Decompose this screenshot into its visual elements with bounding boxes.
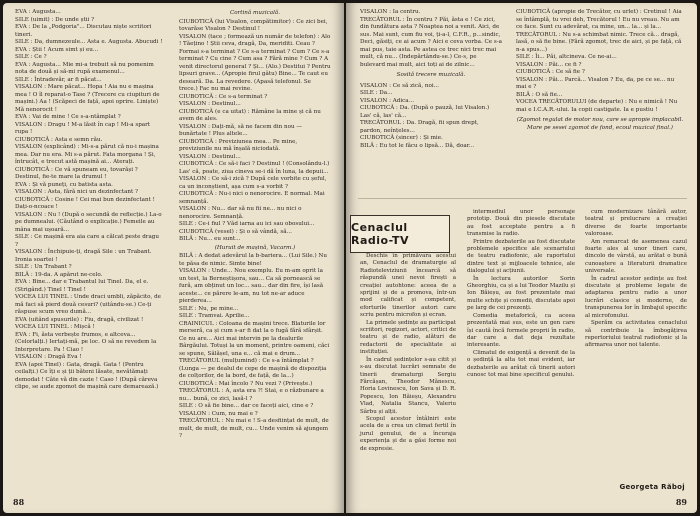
paragraph: La primele ședințe au participat scriitori, regizori, actori, critici de teatru și de radio, alături de redactorii de specialitate ai instituției. xyxy=(360,319,456,356)
paragraph: CIUBOTICĂ : Cosine ! Cei mai bun dezinfectant ! Dați-o-ncoace ! xyxy=(15,196,155,210)
paragraph: SILE : Ce-i fiul ? Văd iarna au ici sau obosului... xyxy=(179,221,315,227)
paragraph: intermediul unor personaje prototip. Două din piesele discutate au fost acceptate pentru a fi transmise la radio. xyxy=(467,209,575,238)
paragraph: TRECĂTORUL : Nu s-a schimbat nimic. Trece că... dragă, lasă, o să fie bine. (Fără zgomot, trec de aici, și pe față, că n-a spus...) xyxy=(516,31,682,53)
paragraph: EVA : Vai de mine ! Ce s-a-ntâmplat ? xyxy=(15,114,121,120)
paragraph: În cadrul ședințelor s-au citit și s-au discutat lucrări semnate de tinerii dramaturgi Sergiu Fărcășan, Theodor Mănescu, Horia Lovinescu, Ion Sava și D. R. Popescu, Ion Băieșu, Alexandru Vlad, Natalia Stancu, Valeriu Sârbu și alții. xyxy=(360,356,456,415)
paragraph: În cadrul acestor ședințe au fost discutate și probleme legate de adaptarea pentru radio a unor lucrări clasice și moderne, de transpunerea lor în limbajul specific al microfonului. xyxy=(585,275,687,319)
paragraph: VOCEA LUI TINEL : Unde draci umbli, zăpăcito, de mă faci să pierd două cesuri? (uitându-se.) Ce-ți răspuse scum vreo dumă... xyxy=(15,294,161,315)
paragraph: EVA : Știi ! Acum simt și eu... xyxy=(15,46,99,53)
page-number-right: 89 xyxy=(675,497,687,507)
paragraph: VISALON : Destinul... xyxy=(179,101,241,107)
paragraph: CRAINICUL : Coloana de mașini trece. Blaturile lor merseră, ca și cum s-ar fi dat la o fugă fără sfârșit. Ce nu are... Aici mai intervin pe la dealurile Bârgăului. Totuși la un moment, printre oameni, căci se spune, Sălășel, una e... că mai e drum... xyxy=(179,320,330,357)
paragraph: Comedia metaforică, ca aceea prezentată mai sus, este un gen care își caută încă formele proprii în radio, dar care a dat deja rezultate interesante. xyxy=(467,312,575,349)
paragraph: CIUBOTICĂ (sincer) : Și mie. xyxy=(360,135,443,141)
paragraph: CIUBOTICĂ : Da. (După o pauză, lui Visalon.) Las' că, las' că... xyxy=(360,105,490,119)
left-page-column-2 xyxy=(179,9,331,441)
paragraph: Climatul de exigență a devenit de la o ședință la alta tot mai evident, iar dezbaterile au arătat că tinerii autori cunosc tot mai bine specificul genului. xyxy=(467,349,575,378)
paragraph: VISALON : Păi... Parcă... Visalon ? Eu, da, pe ce se... nu mai e ? xyxy=(516,76,675,90)
paragraph: VISALON : Dați-mă, să ne facem din nou — bunărtate ! Plus altele... xyxy=(179,123,302,137)
paragraph: VISALON : Mare păcat... Hopa ! Aia nu e mașina mea ! O îl reparat-o Tase ? (Trecere cu ciupituri de mașini.) Aa ! (Scăpeci de față, apoi oprire. Liniște) Mă nenorocit ! xyxy=(15,84,160,113)
paragraph: CIUBOTICĂ (e ca uitat) : Rămâne la mine și că nu avem de ales. xyxy=(179,108,321,122)
paragraph: BILĂ : A dedat adevărul la b-bariera... (Lui Sile.) Nu te păsa de nimic. Simte bine! xyxy=(179,253,327,267)
paragraph: SILE : O să fie bine... dar ce faceți aici, cine e ? xyxy=(179,403,314,409)
paragraph: BILĂ : Nu... eu sunt... xyxy=(179,236,241,242)
paragraph: VISALON : Dragu ! M-a lăsit în cap ! Mi-a spart rupa ! xyxy=(15,121,151,135)
cenaclul-logo xyxy=(350,215,450,253)
paragraph: VOCEA LUI TINEL : Mișcă ! xyxy=(15,324,95,330)
paragraph: EVA : Bine... dar e Trabantul lui Tinel. Da, el e. (Strigând.) Tinel ! Tinel ! xyxy=(15,279,149,293)
paragraph: BILĂ : 19-da. A apărut ne-celo. xyxy=(15,271,103,278)
section-divider xyxy=(358,198,687,199)
paragraph: TRECĂTORUL : Nu mai e ! S-a desființat de mult, de mult, de mult, de mult, cu... Unde venim să ajungem ? xyxy=(179,418,329,439)
paragraph: SILE (uimit) : De unde știi ? xyxy=(15,16,95,23)
paragraph: CIUBOTICĂ : Ce să fie ? xyxy=(516,69,585,75)
paragraph: TRECĂTORUL : Da. Dragă, fii spun drept, pardon, neînțeles... xyxy=(360,120,479,134)
paragraph: SILE : Da... xyxy=(360,90,393,96)
paragraph: SILE : Întradevăr, ar fi păcat... xyxy=(15,76,102,83)
paragraph: SILE : Ce ? xyxy=(15,54,47,60)
right-page xyxy=(346,3,697,513)
right-page-column-2 xyxy=(516,9,684,194)
paragraph: Sperăm ca activitatea cenaclului să contribuie la îmbogățirea repertoriului teatral radiofonic și la afirmarea unor noi talente. xyxy=(585,320,687,349)
paragraph: VISALON : Cum, nu mai e ? xyxy=(179,410,258,417)
paragraph: EVA (uitând spusurile) : Fiu, dragă, civilizat ! xyxy=(15,316,144,323)
left-page xyxy=(3,3,344,513)
author-signature: Georgeta Răboj xyxy=(619,483,685,491)
article-column-2 xyxy=(467,209,575,379)
paragraph: Am remarcat de asemenea cazul foarte ales al unor tineri care, dincolo de vârstă, au arătat o bună cunoaștere a literaturii dramatice universale. xyxy=(585,238,687,275)
paragraph: VISALON : Ce să zică, noi... xyxy=(360,82,439,89)
paragraph: TRECĂTORUL : A, asta era ?! Stai, e o răzbunare a nu... bună, ce zici, lasă-l ? xyxy=(179,388,324,402)
paragraph: CIUBOTICĂ : Ce vă spuneam eu, tovarăși ? Destinul, fie-te mare la drumul ! xyxy=(15,166,138,180)
paragraph: CIUBOTICĂ : Ce să-i faci ? Destinul ! (Consolându-l.) Las' că, poate, ziua cineva se-i dă în luna, la depuii... xyxy=(179,161,330,175)
paragraph: VOCEA TRECĂTORULUI (de departe) : Nu e nimică ! Nu mai e I.C.A.R.-ului. Ia copii castigate. Ia e pustiu ! xyxy=(516,99,678,113)
paragraph: EVA : Și vă puneți, cu batista asta. xyxy=(15,181,113,188)
paragraph: VISALON : Ia centru. xyxy=(360,9,421,15)
paragraph: VISALON : Închipuie-ți, dragă Sile : un Trabant. Ironia soartei ! xyxy=(15,249,152,263)
right-page-column-1 xyxy=(360,9,502,194)
paragraph: Cortină muzicală. xyxy=(229,10,281,16)
paragraph: CIUBOTICĂ : Previziunea mea... Pe mine, previziunile nu mă înșală niciodată. xyxy=(179,138,298,152)
paragraph: TRECĂTORUL (mulțumind) : Ce s-a întâmplat ? (Lunga — pe dealul de cepe de mașină de dispoziția de colțorilor, de la bord, de față, de la...) xyxy=(179,358,327,379)
paragraph: (Huruit de mașină, Vacarm.) xyxy=(214,244,296,251)
left-page-column-1 xyxy=(15,9,163,392)
paragraph: SILE : Un Trabant ? xyxy=(15,264,72,270)
paragraph: În lectura autorilor Sorin Gheorghiu, ca și a lui Teodor Mazilu și Ion Băieșu, au fost prezentate mai multe schițe și comedii, discutate apoi pe larg de cei prezenți. xyxy=(467,275,575,312)
paragraph: VISALON (tace ; formează un număr de telefon) : Alo ! Tăețino ! Știi ceva, dragă, Da, meriditi. Ceau ? Formai s-a terminat ? Ce s-a terminat ? Cum ? Ce s-a terminat ? Cu cine ? Cum asa ? Fără mine ? Cum ? A venit directorul general ? Și... (Alo.) Destitui ? Pentru lipsuri grave... (Apropie firul gâtu) Bine... Te caut eu deseară. Da. La revedere. (Apasă telefonul. Se trece.) Fac nu mai revine. xyxy=(179,33,331,92)
paragraph: VISALON : Asta, fără nici un dezinfectant ? xyxy=(15,189,139,195)
paragraph: CIUBOTICĂ : Mai încolo ? Nu vezi ? (Privește.) xyxy=(179,380,313,387)
paragraph: SILE : Nu, pe mine... xyxy=(179,305,239,312)
paragraph: EVA : De la „Podgoria"... Discutau niște scriitori tineri. xyxy=(15,24,152,38)
paragraph: BILĂ : Eu tot le făcu o lipsă... Dă, doar... xyxy=(360,142,475,149)
page-number-left: 88 xyxy=(13,497,25,507)
paragraph: VISALON : Ce să-i zică ? După cele vorbite cu șeful, ca un inconștient, așa cum s-a vorbit ? xyxy=(179,176,327,190)
paragraph: SILE : Da, dumnezeule... Asta e. Augusta. Abucudi ! xyxy=(15,39,163,45)
paragraph: CIUBOTICĂ (lui Visalon, compătimitor) : Ce zici bei, tovarăse Visalon ? Destinul ! xyxy=(179,18,328,32)
paragraph: cum modernizare tânără autor, teatral și prelucrare a creației diverse de foarte importante valoroase. xyxy=(585,209,687,238)
paragraph: VISALON : Destinul... xyxy=(179,153,241,160)
paragraph: VISALON : Nu... dar să nu fii ne... nu nici o nenorocire. Semnanță. xyxy=(179,206,302,220)
paragraph: EVA : Augusta... Mie mi-a trebuit să nu pomenim nota de două și să-mi rupă examenul... xyxy=(15,61,154,75)
paragraph: CIUBOTICĂ : Nu-i nici o nenorocire. E normal. Mai semnanță. xyxy=(179,191,325,205)
paragraph: Scopul acestor întâlniri este acela de a crea un climat fertil în jurul genului, de a încuraja experiența și de a găsi forme noi de expresie. xyxy=(360,415,456,452)
paragraph: BILĂ : O să fie... xyxy=(516,91,563,98)
paragraph: EVA : Fi, ăsta verbește frumos, e altceva... (Celorlalți.) Iertați-mă, pe loc. O să ne revedem la Interpretare. Pa ! Ciao ! xyxy=(15,331,157,353)
paragraph: EVA (apoi Tinel) : Gata, dragă. Gata ! (Pentru ceilalți.) Ce îți e și ții băteni lăsate, nevătămați demodat ! Câte vă din cazie ! Caso ! (După căreva clipe, se aude zgomot de mașină care demarează.) xyxy=(15,361,159,390)
paragraph: Sosită trecere muzicală. xyxy=(396,72,466,78)
paragraph: VISALON : Adica... xyxy=(360,97,414,104)
paragraph: TRECĂTORUL : În centru ? Păi, ăsta e ! Ce zici, din fundătura asta ? Noaptea noi a venit. Aici, de sus. Mai sunt, cum fiu voi, ți-a-l, C.F.R., p...sindic, Deci, găsiți, ce ai acum ? Aici e ceva vorba. Ce s-a mai pus, taie asta. Pe astea ce trec nici trec mai mult, că nu... (Indepărtându-se.) Ce-s, pe bulevard mai mult, aici toți ai de zilnic... xyxy=(360,16,502,68)
paragraph: EVA : Augusta... xyxy=(15,9,61,15)
article-column-3 xyxy=(585,209,687,350)
paragraph: VISALON (explicând) : Mi-s-a părut că nu-i mașina mea. Dar nu era. Mi s-a părut. Fata morgana ! Și, întrucât, e trecut astă mașină ai... Aterați. xyxy=(15,144,159,165)
paragraph: SILE : Ce mașină era aia care a călcat peste dragu ? xyxy=(15,234,159,248)
paragraph: VISALON : Păi... ce fi ? xyxy=(516,61,582,68)
paragraph: (Zgomot regulat de motor nou, care se apropie implacabil. Mare pe sesei zgomot de fond, ecoul muzical final.) xyxy=(516,117,684,131)
paragraph: Printre dezbaterile au fost discutate problemele specifice ale scenariului de teatru radiofonic, ale raportului dintre text și mijloacele tehnice, ale dialogului și acțiunii. xyxy=(467,238,575,275)
paragraph: VISALON : Nu ! (După o secundă de reflecție.) La-o pe dumnealui. (Căutând o explicație.) Femeile au mâna mai ușoară... xyxy=(15,211,162,233)
paragraph: CIUBOTICĂ : Ce s-a terminat ? xyxy=(179,93,268,100)
book-spread xyxy=(3,3,697,513)
paragraph: CIUBOTICĂ (vesel) : Și o să vândă, să... xyxy=(179,228,292,235)
paragraph: CIUBOTICĂ : Asta e semn rău. xyxy=(15,136,103,143)
paragraph: Deschis în primăvara acestui an, Cenaclul de dramaturgie al Radioteleviziunii încearcă să răspundă unei nevoi firești a creației autohtone: aceea de a sprijini și de a promova, într-un mod calificat și competent, eforturile tinerilor autori care scriu pentru microfon și ecran. xyxy=(360,253,456,319)
paragraph: VISALON : Dragă Eva ! xyxy=(15,354,82,360)
paragraph: CIUBOTICĂ (apropie de Trecător, cu urlet) : Cretinul ! Aia se întâmplă, tu vrei deh, Trecătorul ! Eu nu vreau. Nu am ce face. Sunt cu adevărat, ca mine, un... la... și la... xyxy=(516,9,682,30)
paragraph: VISALON : Unde... Nou exemplu. Eu m-am oprit la un test, la Berneștișora, sau... Ca să pornească se fură, am obținut un loc... sau... dar din fire, își lasă aceste... ce părere le-am, nu tot ne-ar aduce pierderea... xyxy=(179,268,324,304)
cenaclul-logo-text: Cenaclul Radio-TV xyxy=(351,221,410,247)
paragraph: SILE : Tramvai. Aprilie... xyxy=(179,313,250,319)
paragraph: SILE : Îi... Păi, altcineva. Ce ne-ai... xyxy=(516,54,617,60)
